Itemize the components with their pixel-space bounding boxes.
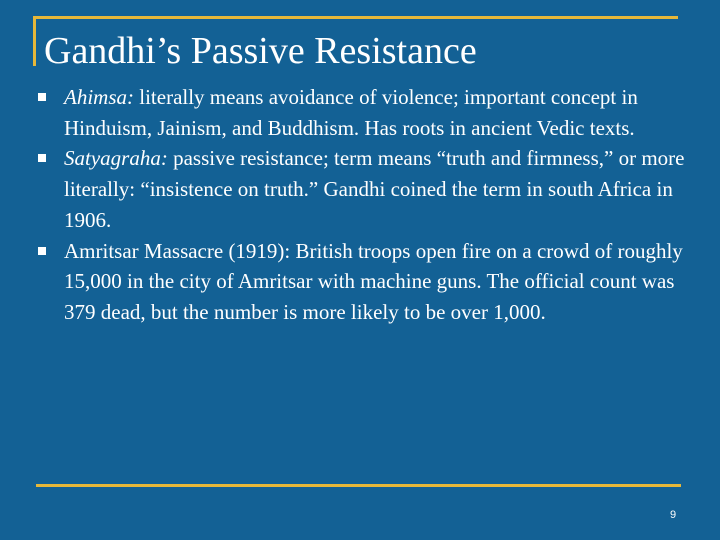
square-bullet-icon [38,93,46,101]
bullet-item-satyagraha [36,143,696,235]
title-rule-horizontal [33,16,678,19]
bullet-term: Satyagraha: [64,146,168,171]
bullet-text: Amritsar Massacre (1919): British troops open fire on a crowd of roughly 15,000 in the city of Amritsar with machine guns. The official count was 379 dead, but the number is more likely to be over 1,000. [64,238,683,324]
bullet-list [36,82,696,328]
footer-rule [36,484,681,487]
bullet-text: literally means avoidance of violence; important concept in Hinduism, Jainism, and Buddhism. Has roots in ancient Vedic texts. [64,85,638,140]
square-bullet-icon [38,247,46,255]
bullet-term: Ahimsa: [64,85,134,109]
slide-title: Gandhi’s Passive Resistance [44,30,477,72]
page-number: 9 [669,509,677,521]
bullet-item-amritsar [36,236,696,328]
bullet-text: passive resistance; term means “truth and firmness,” or more literally: “insistence on truth.” Gandhi coined the term in south Africa in 1906. [64,146,685,232]
bullet-item-ahimsa [36,82,696,143]
square-bullet-icon [38,154,46,162]
title-rule-vertical [33,16,36,66]
